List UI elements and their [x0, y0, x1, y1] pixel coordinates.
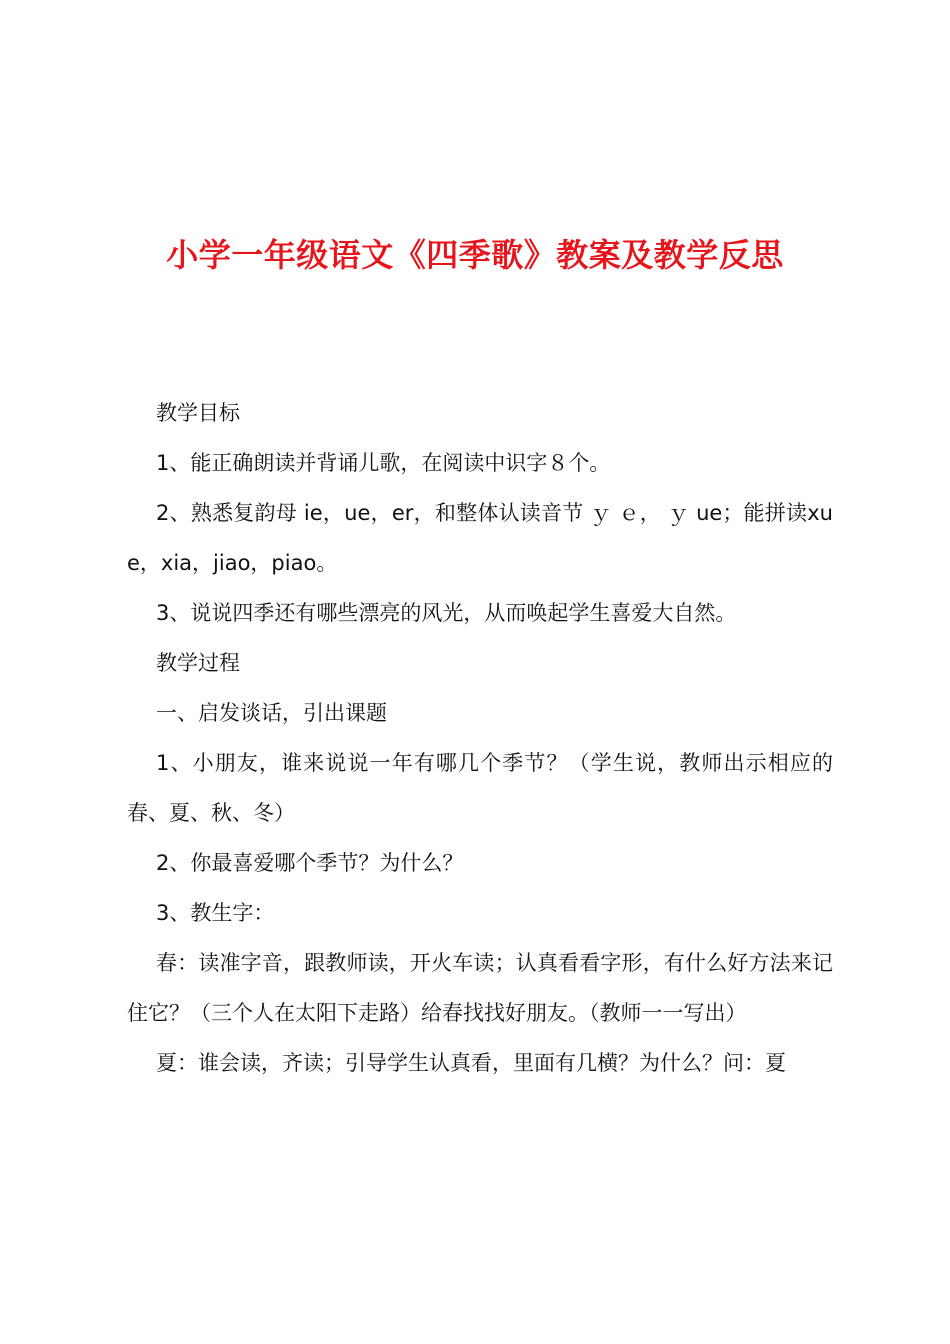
paragraph-teaching-goals-heading: 教学目标: [156, 401, 240, 425]
paragraph-spring: 春：读准字音，跟教师读，开火车读；认真看看字形，有什么好方法来记住它？（三个人在太阳下走路）给春找找好朋友。（教师一一写出）: [127, 951, 833, 1025]
document-body: [127, 388, 833, 1088]
paragraph-section-1-heading: 一、启发谈话，引出课题: [156, 701, 387, 725]
paragraph-teaching-process-heading: 教学过程: [156, 651, 240, 675]
paragraph-step-1: 1、小朋友，谁来说说一年有哪几个季节？（学生说，教师出示相应的春、夏、秋、冬）: [127, 751, 833, 825]
paragraph-step-2: 2、你最喜爱哪个季节？为什么？: [156, 851, 464, 875]
paragraph-step-3: 3、教生字：: [156, 901, 275, 925]
paragraph-goal-2: 2、熟悉复韵母 ie，ue，er，和整体认读音节 ｙ ｅ， ｙ ue；能拼读xue，xia，jiao，piao。: [127, 501, 833, 575]
paragraph-summer: 夏：谁会读，齐读；引导学生认真看，里面有几横？为什么？问：夏: [156, 1051, 786, 1075]
document-title: 小学一年级语文《四季歌》教案及教学反思: [166, 236, 784, 275]
paragraph-goal-1: 1、能正确朗读并背诵儿歌，在阅读中识字８个。: [156, 451, 611, 475]
paragraph-goal-3: 3、说说四季还有哪些漂亮的风光，从而唤起学生喜爱大自然。: [156, 601, 737, 625]
